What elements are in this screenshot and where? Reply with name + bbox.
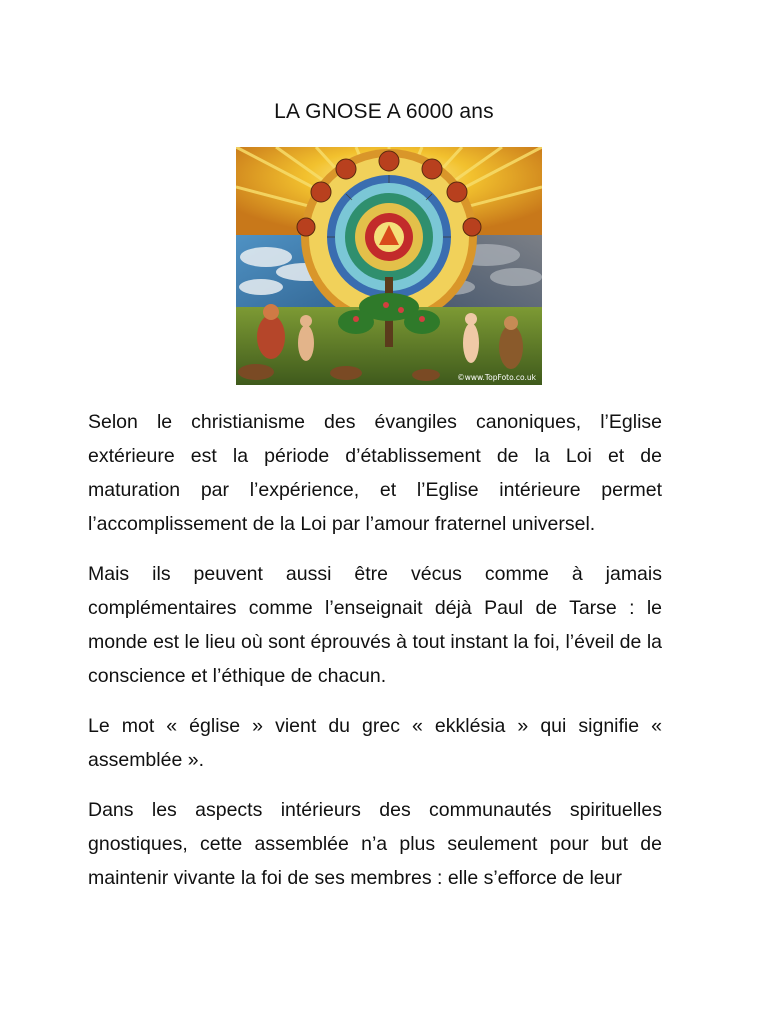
- cosmic-illustration-artwork: [236, 147, 542, 385]
- cosmic-illustration: [236, 147, 542, 385]
- paragraph-3: Le mot « église » vient du grec « ekklésia » qui signifie « assemblée ».: [88, 715, 662, 771]
- document-body: [88, 405, 662, 911]
- image-credit: ©www.TopFoto.co.uk: [457, 373, 536, 382]
- paragraph-2: Mais ils peuvent aussi être vécus comme à jamais complémentaires comme l’enseignait déjà Paul de Tarse : le monde est le lieu où sont éprouvés à tout instant la foi, l’éveil de la conscience et l’éthique de chacun.: [88, 563, 662, 687]
- document-title: LA GNOSE A 6000 ans: [274, 100, 494, 123]
- paragraph-1: Selon le christianisme des évangiles canoniques, l’Eglise extérieure est la période d’établissement de la Loi et de maturation par l’expérience, et l’Eglise intérieure permet l’accomplissement de la Loi par l’amour fraternel universel.: [88, 411, 662, 535]
- paragraph-4: Dans les aspects intérieurs des communautés spirituelles gnostiques, cette assemblée n’a plus seulement pour but de maintenir vivante la foi de ses membres : elle s’efforce de leur: [88, 799, 662, 889]
